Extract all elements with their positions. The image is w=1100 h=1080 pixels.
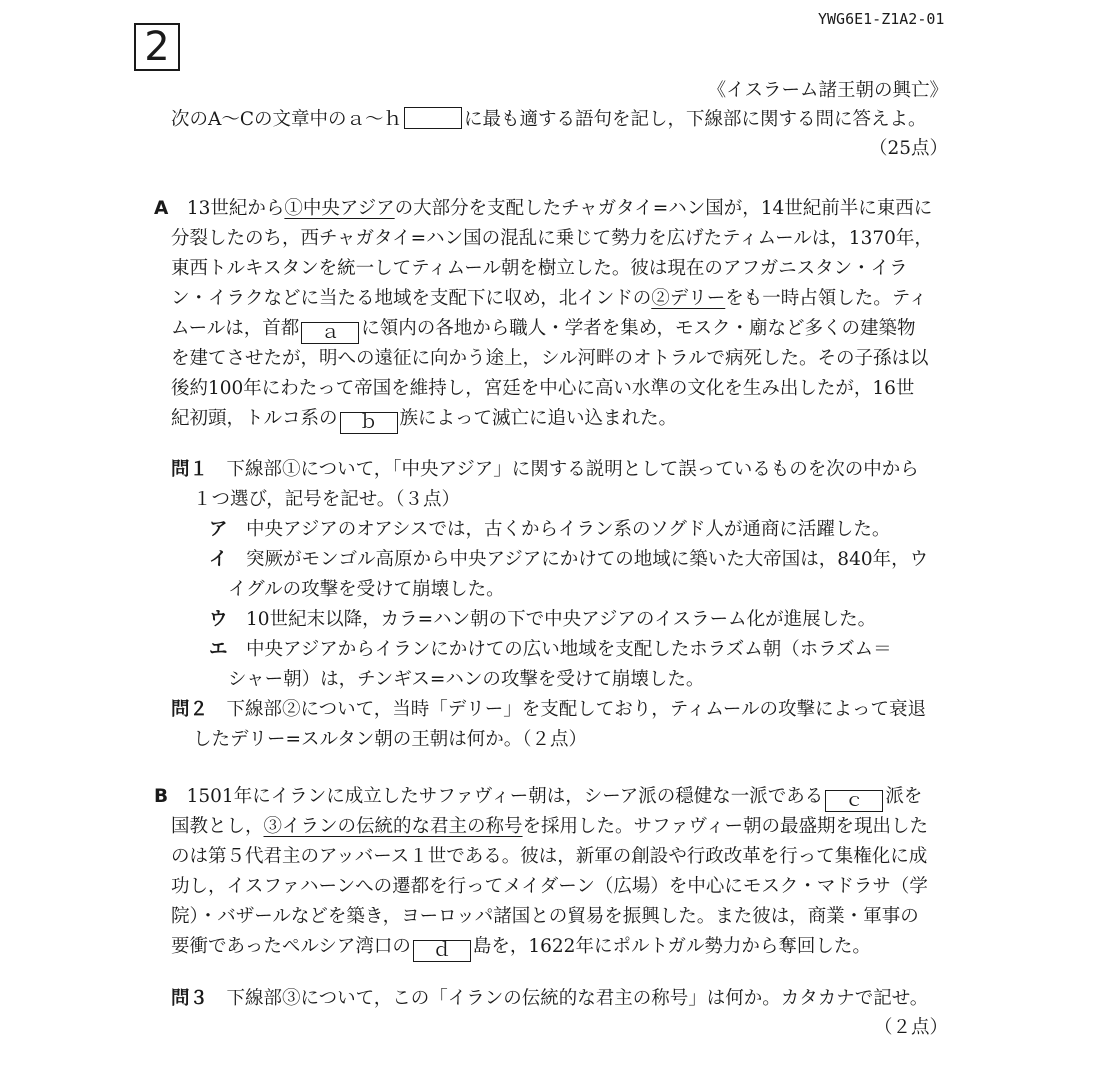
underline-3: ③イランの伝統的な君主の称号 bbox=[263, 816, 523, 837]
blank-c[interactable]: ｃ bbox=[825, 790, 883, 812]
q1-option-i-cont: イグルの攻撃を受けて崩壊した。 bbox=[228, 579, 505, 600]
section-b-line-4: 功し，イスファハーンへの遷都を行ってメイダーン（広場）を中心にモスク・マドラサ（学 bbox=[171, 876, 928, 897]
section-b-line-2: 国教とし，③イランの伝統的な君主の称号を採用した。サファヴィー朝の最盛期を現出した bbox=[171, 816, 929, 837]
q1-line-1: 問１ 下線部①について，「中央アジア」に関する説明として誤っているものを次の中から bbox=[171, 459, 919, 480]
section-a-line-3: 東西トルキスタンを統一してティムール朝を樹立した。彼は現在のアフガニスタン・イラ bbox=[171, 258, 908, 279]
section-b-line-6: 要衝であったペルシア湾口の ｄ 島を，1622年にポルトガル勢力から奪回した。 bbox=[171, 936, 871, 961]
section-a-line-8: 紀初頭，トルコ系の ｂ 族によって滅亡に追い込まれた。 bbox=[171, 408, 678, 433]
section-a-line-2: 分裂したのち，西チャガタイ=ハン国の混乱に乗じて勢力を広げたティムールは，1370年， bbox=[171, 228, 933, 249]
instruction-blank bbox=[404, 107, 462, 129]
section-b-line-1: B 1501年にイランに成立したサファヴィー朝は，シーア派の穏健な一派である ｃ 派を bbox=[154, 786, 923, 811]
q1-option-e: エ 中央アジアからイランにかけての広い地域を支配したホラズム朝（ホラズム＝ bbox=[209, 639, 892, 660]
q3-line-1: 問３ 下線部③について，この「イランの伝統的な君主の称号」は何か。カタカナで記せ。 bbox=[171, 988, 929, 1009]
q2-line-2: したデリー=スルタン朝の王朝は何か。（２点） bbox=[193, 729, 588, 750]
blank-a[interactable]: ａ bbox=[301, 322, 359, 344]
q1-option-a: ア 中央アジアのオアシスでは，古くからイラン系のソグド人が通商に活躍した。 bbox=[209, 519, 891, 540]
exam-code: YWG6E1-Z1A2-01 bbox=[818, 10, 945, 28]
q1-option-i: イ 突厥がモンゴル高原から中央アジアにかけての地域に築いた大帝国は，840年，ウ bbox=[209, 549, 929, 570]
section-a-line-1: A 13世紀から①中央アジアの大部分を支配したチャガタイ=ハン国が，14世紀前半に東西に bbox=[154, 198, 933, 219]
section-a-line-6: を建てさせたが，明への遠征に向かう途上，シル河畔のオトラルで病死した。その子孫は以 bbox=[171, 348, 929, 369]
section-a-line-5: ムールは，首都 ａ に領内の各地から職人・学者を集め，モスク・廟など多くの建築物 bbox=[171, 318, 916, 343]
q1-line-2: １つ選び，記号を記せ。（３点） bbox=[193, 489, 460, 510]
section-a-line-4: ン・イラクなどに当たる地域を支配下に収め，北インドの②デリーをも一時占領した。ティ bbox=[171, 288, 928, 309]
section-title: 《イスラーム諸王朝の興亡》 bbox=[707, 80, 948, 101]
total-points: （25点） bbox=[868, 138, 948, 159]
q3-points: （２点） bbox=[873, 1017, 948, 1038]
blank-b[interactable]: ｂ bbox=[340, 412, 398, 434]
section-b-line-5: 院）・バザールなどを築き，ヨーロッパ諸国との貿易を振興した。また彼は，商業・軍事の bbox=[171, 906, 919, 927]
blank-d[interactable]: ｄ bbox=[413, 940, 471, 962]
underline-1: ①中央アジア bbox=[284, 198, 395, 219]
q1-option-e-cont: シャー朝）は，チンギス=ハンの攻撃を受けて崩壊した。 bbox=[228, 669, 705, 690]
q2-line-1: 問２ 下線部②について，当時「デリー」を支配しており，ティムールの攻撃によって衰退 bbox=[171, 699, 927, 720]
instruction: 次のA～Cの文章中のａ～ｈ に最も適する語句を記し，下線部に関する問に答えよ。 bbox=[171, 109, 927, 130]
section-b-line-3: のは第５代君主のアッバース１世である。彼は，新軍の創設や行政改革を行って集権化に成 bbox=[171, 846, 928, 867]
section-a-line-7: 後約100年にわたって帝国を維持し，宮廷を中心に高い水準の文化を生み出したが，16世 bbox=[171, 378, 915, 399]
q1-option-u: ウ 10世紀末以降，カラ=ハン朝の下で中央アジアのイスラーム化が進展した。 bbox=[209, 609, 877, 630]
question-number-box: 2 bbox=[134, 23, 180, 71]
underline-2: ②デリー bbox=[651, 288, 726, 309]
